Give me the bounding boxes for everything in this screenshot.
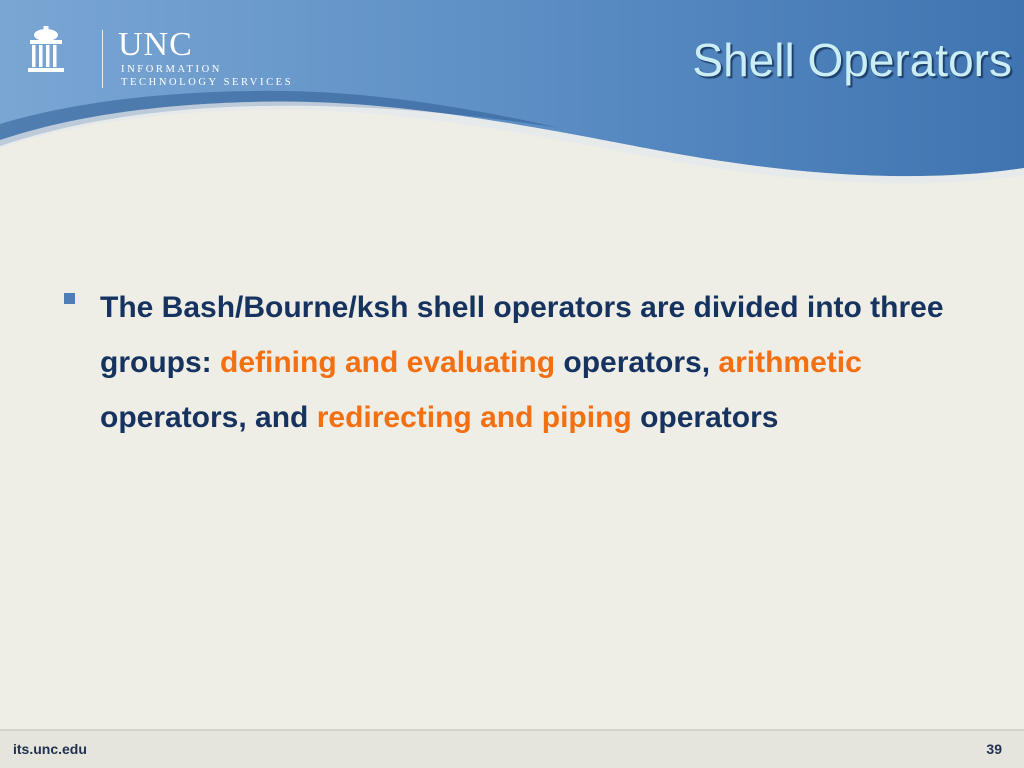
square-bullet-icon [64, 293, 75, 304]
highlight-redirecting-piping: redirecting and piping [316, 401, 632, 434]
unc-its-logo [26, 26, 294, 92]
bullet-item [64, 280, 944, 445]
logo-divider [102, 30, 103, 88]
highlight-defining-evaluating: defining and evaluating [220, 346, 556, 379]
bullet-text [100, 280, 944, 445]
footer-url: its.unc.edu [13, 741, 87, 757]
footer-band [0, 731, 1024, 768]
old-well-icon [26, 26, 66, 76]
bullet-text-segment: operators, and [100, 401, 317, 434]
bullet-text-segment: The Bash/Bourne/ksh shell operators are divided into three groups: [100, 291, 944, 379]
highlight-arithmetic: arithmetic [718, 346, 862, 379]
logo-subtitle-line2: TECHNOLOGY SERVICES [121, 77, 294, 88]
page-number: 39 [986, 741, 1002, 757]
logo-subtitle-line1: INFORMATION [121, 64, 222, 75]
slide-content [64, 280, 944, 445]
logo-name: UNC [118, 26, 193, 63]
bullet-text-segment: operators [631, 401, 779, 434]
bullet-text-segment: operators, [555, 346, 719, 379]
slide-title: Shell Operators [692, 34, 1012, 86]
